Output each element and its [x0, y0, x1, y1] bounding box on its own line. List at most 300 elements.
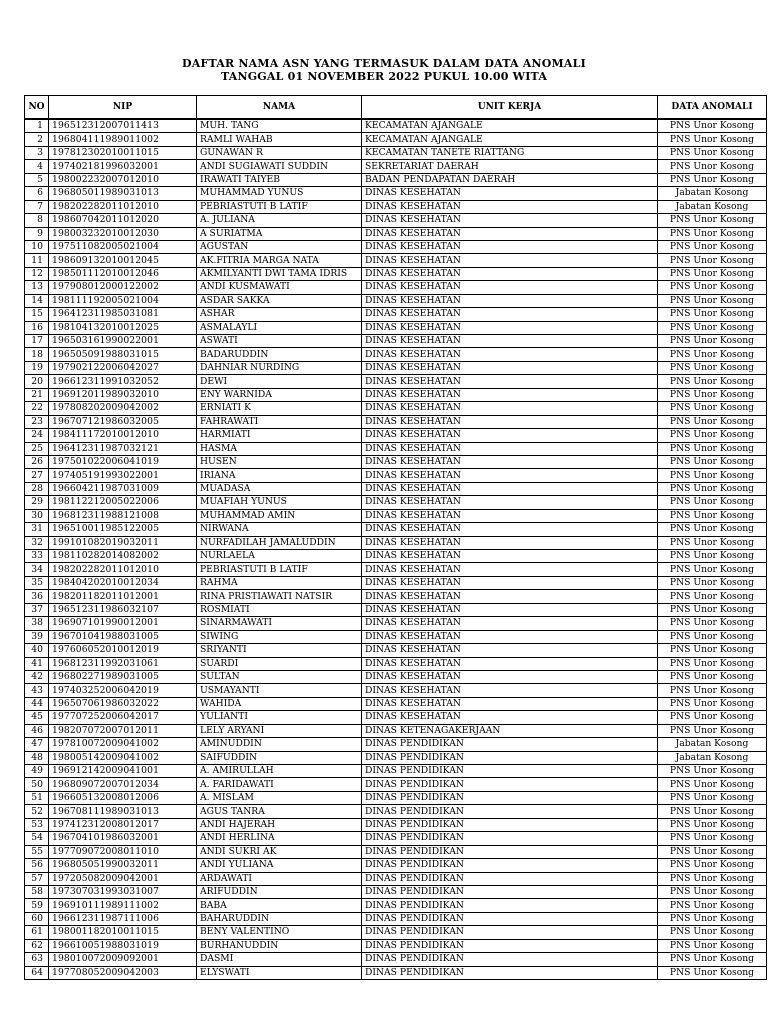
cell-no: 12 [25, 267, 49, 280]
cell-nip: 196612311991032052 [49, 375, 197, 388]
cell-nama: MUHAMMAD YUNUS [197, 187, 362, 200]
table-row [25, 953, 767, 966]
cell-unit-kerja: DINAS KESEHATAN [362, 684, 658, 697]
table-body [25, 119, 767, 980]
cell-nama: ASHAR [197, 308, 362, 321]
cell-nama: HASMA [197, 442, 362, 455]
table-row [25, 321, 767, 334]
cell-no: 24 [25, 429, 49, 442]
cell-data-anomali: PNS Unor Kosong [658, 402, 767, 415]
cell-nip: 196804111989011002 [49, 133, 197, 146]
cell-no: 11 [25, 254, 49, 267]
anomaly-table [24, 95, 767, 980]
cell-data-anomali: PNS Unor Kosong [658, 859, 767, 872]
cell-unit-kerja: DINAS PENDIDIKAN [362, 939, 658, 952]
cell-unit-kerja: DINAS PENDIDIKAN [362, 832, 658, 845]
cell-data-anomali: PNS Unor Kosong [658, 308, 767, 321]
cell-unit-kerja: DINAS PENDIDIKAN [362, 872, 658, 885]
cell-data-anomali: PNS Unor Kosong [658, 321, 767, 334]
column-header-no: NO [25, 96, 49, 120]
cell-nama: NURFADILAH JAMALUDDIN [197, 536, 362, 549]
table-row [25, 563, 767, 576]
cell-nip: 198010072009092001 [49, 953, 197, 966]
cell-no: 3 [25, 146, 49, 159]
cell-data-anomali: PNS Unor Kosong [658, 267, 767, 280]
cell-nama: LELY ARYANI [197, 724, 362, 737]
cell-nama: RAMLI WAHAB [197, 133, 362, 146]
cell-nip: 196812311988121008 [49, 509, 197, 522]
cell-unit-kerja: DINAS PENDIDIKAN [362, 859, 658, 872]
cell-data-anomali: PNS Unor Kosong [658, 361, 767, 374]
cell-data-anomali: PNS Unor Kosong [658, 214, 767, 227]
cell-no: 8 [25, 214, 49, 227]
cell-data-anomali: PNS Unor Kosong [658, 146, 767, 159]
cell-nama: RINA PRISTIAWATI NATSIR [197, 590, 362, 603]
cell-nama: MUHAMMAD AMIN [197, 509, 362, 522]
table-row [25, 550, 767, 563]
cell-unit-kerja: DINAS KESEHATAN [362, 576, 658, 589]
cell-nama: MUAFIAH YUNUS [197, 496, 362, 509]
cell-no: 9 [25, 227, 49, 240]
cell-unit-kerja: DINAS KESEHATAN [362, 670, 658, 683]
cell-data-anomali: PNS Unor Kosong [658, 133, 767, 146]
cell-no: 57 [25, 872, 49, 885]
cell-nama: BENY VALENTINO [197, 926, 362, 939]
table-row [25, 200, 767, 213]
cell-data-anomali: PNS Unor Kosong [658, 966, 767, 979]
cell-no: 30 [25, 509, 49, 522]
cell-unit-kerja: DINAS PENDIDIKAN [362, 791, 658, 804]
cell-nama: DEWI [197, 375, 362, 388]
cell-unit-kerja: DINAS KESEHATAN [362, 711, 658, 724]
cell-nama: BURHANUDDIN [197, 939, 362, 952]
cell-data-anomali: PNS Unor Kosong [658, 926, 767, 939]
cell-unit-kerja: DINAS KESEHATAN [362, 281, 658, 294]
cell-nip: 197405191993022001 [49, 469, 197, 482]
cell-nip: 197501022006041019 [49, 455, 197, 468]
cell-data-anomali: PNS Unor Kosong [658, 711, 767, 724]
table-row [25, 254, 767, 267]
cell-nip: 197412312008012017 [49, 818, 197, 831]
cell-nama: WAHIDA [197, 697, 362, 710]
cell-unit-kerja: DINAS PENDIDIKAN [362, 966, 658, 979]
cell-no: 4 [25, 160, 49, 173]
cell-nama: ARDAWATI [197, 872, 362, 885]
cell-no: 23 [25, 415, 49, 428]
table-row [25, 791, 767, 804]
cell-unit-kerja: DINAS KESEHATAN [362, 267, 658, 280]
cell-unit-kerja: DINAS KESEHATAN [362, 523, 658, 536]
cell-unit-kerja: DINAS KESEHATAN [362, 657, 658, 670]
table-row [25, 697, 767, 710]
table-row [25, 294, 767, 307]
cell-no: 53 [25, 818, 49, 831]
table-row [25, 832, 767, 845]
column-header-nip: NIP [49, 96, 197, 120]
table-row [25, 429, 767, 442]
cell-nip: 198609132010012045 [49, 254, 197, 267]
cell-unit-kerja: DINAS KESEHATAN [362, 415, 658, 428]
cell-nama: ANDI HERLINA [197, 832, 362, 845]
cell-data-anomali: PNS Unor Kosong [658, 119, 767, 133]
table-row [25, 912, 767, 925]
cell-nip: 196805051990032011 [49, 859, 197, 872]
cell-unit-kerja: DINAS PENDIDIKAN [362, 885, 658, 898]
cell-nip: 197709072008011010 [49, 845, 197, 858]
cell-nip: 197707252006042017 [49, 711, 197, 724]
table-row [25, 684, 767, 697]
cell-no: 33 [25, 550, 49, 563]
cell-nama: AMINUDDIN [197, 738, 362, 751]
cell-no: 16 [25, 321, 49, 334]
cell-unit-kerja: DINAS KESEHATAN [362, 402, 658, 415]
cell-nama: A. AMIRULLAH [197, 765, 362, 778]
cell-unit-kerja: DINAS KESEHATAN [362, 697, 658, 710]
cell-data-anomali: PNS Unor Kosong [658, 550, 767, 563]
cell-no: 46 [25, 724, 49, 737]
cell-nama: A. MISLAM [197, 791, 362, 804]
table-row [25, 335, 767, 348]
cell-nip: 196704101986032001 [49, 832, 197, 845]
cell-data-anomali: PNS Unor Kosong [658, 603, 767, 616]
cell-no: 40 [25, 644, 49, 657]
cell-data-anomali: PNS Unor Kosong [658, 832, 767, 845]
cell-unit-kerja: DINAS KESEHATAN [362, 214, 658, 227]
cell-unit-kerja: DINAS PENDIDIKAN [362, 912, 658, 925]
cell-no: 39 [25, 630, 49, 643]
cell-nama: PEBRIASTUTI B LATIF [197, 563, 362, 576]
cell-nama: ROSMIATI [197, 603, 362, 616]
cell-data-anomali: PNS Unor Kosong [658, 335, 767, 348]
document-title: DAFTAR NAMA ASN YANG TERMASUK DALAM DATA ANOMALI [182, 57, 586, 70]
cell-nama: HUSEN [197, 455, 362, 468]
cell-data-anomali: PNS Unor Kosong [658, 173, 767, 186]
cell-no: 17 [25, 335, 49, 348]
cell-nama: USMAYANTI [197, 684, 362, 697]
cell-data-anomali: PNS Unor Kosong [658, 765, 767, 778]
cell-nama: A SURIATMA [197, 227, 362, 240]
cell-no: 6 [25, 187, 49, 200]
cell-unit-kerja: DINAS KESEHATAN [362, 361, 658, 374]
cell-no: 36 [25, 590, 49, 603]
cell-nama: MUH. TANG [197, 119, 362, 133]
cell-data-anomali: PNS Unor Kosong [658, 375, 767, 388]
cell-nip: 197606052010012019 [49, 644, 197, 657]
cell-nama: AK.FITRIA MARGA NATA [197, 254, 362, 267]
table-row [25, 348, 767, 361]
cell-nama: ANDI SUKRI AK [197, 845, 362, 858]
cell-unit-kerja: DINAS KESEHATAN [362, 294, 658, 307]
cell-data-anomali: PNS Unor Kosong [658, 670, 767, 683]
column-header-data-anomali: DATA ANOMALI [658, 96, 767, 120]
cell-data-anomali: PNS Unor Kosong [658, 697, 767, 710]
table-row [25, 778, 767, 791]
cell-data-anomali: PNS Unor Kosong [658, 160, 767, 173]
cell-unit-kerja: DINAS KESEHATAN [362, 388, 658, 401]
cell-nip: 196605132008012006 [49, 791, 197, 804]
cell-nip: 196912142009041001 [49, 765, 197, 778]
cell-data-anomali: PNS Unor Kosong [658, 872, 767, 885]
cell-data-anomali: PNS Unor Kosong [658, 563, 767, 576]
cell-unit-kerja: DINAS KESEHATAN [362, 455, 658, 468]
cell-data-anomali: PNS Unor Kosong [658, 845, 767, 858]
cell-nip: 196412311985031081 [49, 308, 197, 321]
cell-nama: ELYSWATI [197, 966, 362, 979]
cell-nama: YULIANTI [197, 711, 362, 724]
table-row [25, 442, 767, 455]
column-header-unit-kerja: UNIT KERJA [362, 96, 658, 120]
table-row [25, 630, 767, 643]
cell-no: 50 [25, 778, 49, 791]
cell-data-anomali: PNS Unor Kosong [658, 953, 767, 966]
cell-no: 56 [25, 859, 49, 872]
cell-nama: ENY WARNIDA [197, 388, 362, 401]
table-row [25, 751, 767, 764]
cell-nip: 196512312007011413 [49, 119, 197, 133]
table-row [25, 187, 767, 200]
table-row [25, 765, 767, 778]
cell-unit-kerja: SEKRETARIAT DAERAH [362, 160, 658, 173]
cell-no: 63 [25, 953, 49, 966]
cell-nip: 198201182011012001 [49, 590, 197, 603]
cell-unit-kerja: DINAS KESEHATAN [362, 429, 658, 442]
cell-nip: 196707121986032005 [49, 415, 197, 428]
cell-no: 41 [25, 657, 49, 670]
cell-nip: 198404202010012034 [49, 576, 197, 589]
cell-unit-kerja: DINAS KESEHATAN [362, 630, 658, 643]
cell-data-anomali: PNS Unor Kosong [658, 724, 767, 737]
cell-no: 64 [25, 966, 49, 979]
cell-nama: ARIFUDDIN [197, 885, 362, 898]
cell-nip: 196812311992031061 [49, 657, 197, 670]
cell-nama: ANDI SUGIAWATI SUDDIN [197, 160, 362, 173]
table-row [25, 509, 767, 522]
cell-data-anomali: PNS Unor Kosong [658, 496, 767, 509]
cell-nip: 196507061986032022 [49, 697, 197, 710]
table-row [25, 119, 767, 133]
cell-data-anomali: PNS Unor Kosong [658, 617, 767, 630]
table-row [25, 603, 767, 616]
table-row [25, 361, 767, 374]
cell-nip: 198104132010012025 [49, 321, 197, 334]
cell-data-anomali: PNS Unor Kosong [658, 523, 767, 536]
cell-no: 62 [25, 939, 49, 952]
cell-no: 49 [25, 765, 49, 778]
cell-unit-kerja: DINAS PENDIDIKAN [362, 926, 658, 939]
table-row [25, 657, 767, 670]
cell-nama: BAHARUDDIN [197, 912, 362, 925]
table-row [25, 402, 767, 415]
cell-unit-kerja: DINAS PENDIDIKAN [362, 738, 658, 751]
cell-nama: DASMI [197, 953, 362, 966]
cell-unit-kerja: DINAS KESEHATAN [362, 590, 658, 603]
cell-data-anomali: Jabatan Kosong [658, 738, 767, 751]
cell-no: 61 [25, 926, 49, 939]
cell-nama: NURLAELA [197, 550, 362, 563]
cell-unit-kerja: DINAS KESEHATAN [362, 187, 658, 200]
cell-data-anomali: PNS Unor Kosong [658, 294, 767, 307]
cell-nama: A. JULIANA [197, 214, 362, 227]
cell-nama: SULTAN [197, 670, 362, 683]
cell-unit-kerja: DINAS KESEHATAN [362, 603, 658, 616]
cell-data-anomali: PNS Unor Kosong [658, 590, 767, 603]
cell-unit-kerja: DINAS PENDIDIKAN [362, 778, 658, 791]
cell-nama: SIWING [197, 630, 362, 643]
cell-data-anomali: PNS Unor Kosong [658, 805, 767, 818]
cell-data-anomali: Jabatan Kosong [658, 187, 767, 200]
cell-nip: 197307031993031007 [49, 885, 197, 898]
cell-no: 15 [25, 308, 49, 321]
cell-unit-kerja: DINAS KESEHATAN [362, 321, 658, 334]
cell-data-anomali: PNS Unor Kosong [658, 227, 767, 240]
cell-no: 27 [25, 469, 49, 482]
table-row [25, 859, 767, 872]
cell-no: 55 [25, 845, 49, 858]
cell-nip: 198202282011012010 [49, 200, 197, 213]
cell-unit-kerja: DINAS PENDIDIKAN [362, 751, 658, 764]
cell-data-anomali: PNS Unor Kosong [658, 885, 767, 898]
cell-no: 25 [25, 442, 49, 455]
cell-nip: 199101082019032011 [49, 536, 197, 549]
cell-nip: 198501112010012046 [49, 267, 197, 280]
cell-nama: FAHRAWATI [197, 415, 362, 428]
cell-nama: HARMIATI [197, 429, 362, 442]
cell-nip: 197902122006042027 [49, 361, 197, 374]
table-row [25, 388, 767, 401]
cell-unit-kerja: DINAS KESEHATAN [362, 482, 658, 495]
cell-nip: 196612311987111006 [49, 912, 197, 925]
cell-no: 13 [25, 281, 49, 294]
table-row [25, 267, 767, 280]
table-row [25, 670, 767, 683]
cell-nama: SINARMAWATI [197, 617, 362, 630]
cell-no: 22 [25, 402, 49, 415]
cell-no: 34 [25, 563, 49, 576]
cell-no: 58 [25, 885, 49, 898]
cell-unit-kerja: DINAS PENDIDIKAN [362, 845, 658, 858]
cell-no: 2 [25, 133, 49, 146]
cell-data-anomali: PNS Unor Kosong [658, 509, 767, 522]
cell-unit-kerja: DINAS KESEHATAN [362, 563, 658, 576]
cell-no: 35 [25, 576, 49, 589]
table-row [25, 375, 767, 388]
table-row [25, 872, 767, 885]
cell-data-anomali: PNS Unor Kosong [658, 818, 767, 831]
table-row [25, 576, 767, 589]
cell-nama: AGUS TANRA [197, 805, 362, 818]
table-row [25, 240, 767, 253]
cell-unit-kerja: DINAS KESEHATAN [362, 348, 658, 361]
cell-nama: SUARDI [197, 657, 362, 670]
cell-data-anomali: PNS Unor Kosong [658, 791, 767, 804]
cell-nama: BABA [197, 899, 362, 912]
cell-nip: 196805011989031013 [49, 187, 197, 200]
cell-nip: 197908012000122002 [49, 281, 197, 294]
table-row [25, 469, 767, 482]
table-row [25, 496, 767, 509]
cell-no: 42 [25, 670, 49, 683]
cell-nama: ANDI YULIANA [197, 859, 362, 872]
cell-no: 20 [25, 375, 49, 388]
table-row [25, 523, 767, 536]
cell-nama: SRIYANTI [197, 644, 362, 657]
cell-nip: 197708052009042003 [49, 966, 197, 979]
cell-unit-kerja: DINAS PENDIDIKAN [362, 805, 658, 818]
table-row [25, 590, 767, 603]
cell-no: 60 [25, 912, 49, 925]
cell-no: 37 [25, 603, 49, 616]
cell-data-anomali: PNS Unor Kosong [658, 536, 767, 549]
table-row [25, 536, 767, 549]
cell-nip: 196809072007012034 [49, 778, 197, 791]
cell-no: 21 [25, 388, 49, 401]
cell-data-anomali: Jabatan Kosong [658, 200, 767, 213]
table-row [25, 926, 767, 939]
cell-nama: ASDAR SAKKA [197, 294, 362, 307]
cell-no: 38 [25, 617, 49, 630]
cell-data-anomali: PNS Unor Kosong [658, 415, 767, 428]
cell-unit-kerja: DINAS KESEHATAN [362, 200, 658, 213]
cell-data-anomali: PNS Unor Kosong [658, 455, 767, 468]
cell-nip: 196610051988031019 [49, 939, 197, 952]
cell-nama: A. FARIDAWATI [197, 778, 362, 791]
cell-unit-kerja: KECAMATAN AJANGALE [362, 119, 658, 133]
cell-nip: 197205082009042001 [49, 872, 197, 885]
cell-nama: PEBRIASTUTI B LATIF [197, 200, 362, 213]
table-row [25, 845, 767, 858]
cell-unit-kerja: DINAS PENDIDIKAN [362, 899, 658, 912]
cell-unit-kerja: DINAS KESEHATAN [362, 254, 658, 267]
cell-data-anomali: PNS Unor Kosong [658, 630, 767, 643]
cell-data-anomali: PNS Unor Kosong [658, 899, 767, 912]
cell-no: 5 [25, 173, 49, 186]
cell-nip: 198111192005021004 [49, 294, 197, 307]
cell-nip: 196604211987031009 [49, 482, 197, 495]
cell-nama: ASWATI [197, 335, 362, 348]
cell-no: 51 [25, 791, 49, 804]
cell-nip: 196505091988031015 [49, 348, 197, 361]
cell-data-anomali: PNS Unor Kosong [658, 778, 767, 791]
cell-nip: 198202282011012010 [49, 563, 197, 576]
cell-nama: BADARUDDIN [197, 348, 362, 361]
cell-no: 19 [25, 361, 49, 374]
cell-nama: IRAWATI TAIYEB [197, 173, 362, 186]
table-row [25, 617, 767, 630]
cell-data-anomali: PNS Unor Kosong [658, 254, 767, 267]
cell-nama: MUADASA [197, 482, 362, 495]
cell-no: 18 [25, 348, 49, 361]
table-row [25, 214, 767, 227]
cell-nip: 198003232010012030 [49, 227, 197, 240]
cell-unit-kerja: DINAS KESEHATAN [362, 375, 658, 388]
cell-unit-kerja: DINAS KESEHATAN [362, 469, 658, 482]
cell-nip: 198207072007012011 [49, 724, 197, 737]
cell-nip: 197808202009042002 [49, 402, 197, 415]
cell-nama: DAHNIAR NURDING [197, 361, 362, 374]
cell-no: 1 [25, 119, 49, 133]
cell-nip: 197810072009041002 [49, 738, 197, 751]
cell-nama: ASMALAYLI [197, 321, 362, 334]
cell-no: 54 [25, 832, 49, 845]
document-subtitle: TANGGAL 01 NOVEMBER 2022 PUKUL 10.00 WITA [220, 70, 548, 83]
cell-unit-kerja: DINAS KESEHATAN [362, 227, 658, 240]
table-row [25, 644, 767, 657]
table-row [25, 939, 767, 952]
cell-no: 14 [25, 294, 49, 307]
table-row [25, 724, 767, 737]
cell-nip: 197403252006042019 [49, 684, 197, 697]
cell-data-anomali: PNS Unor Kosong [658, 240, 767, 253]
